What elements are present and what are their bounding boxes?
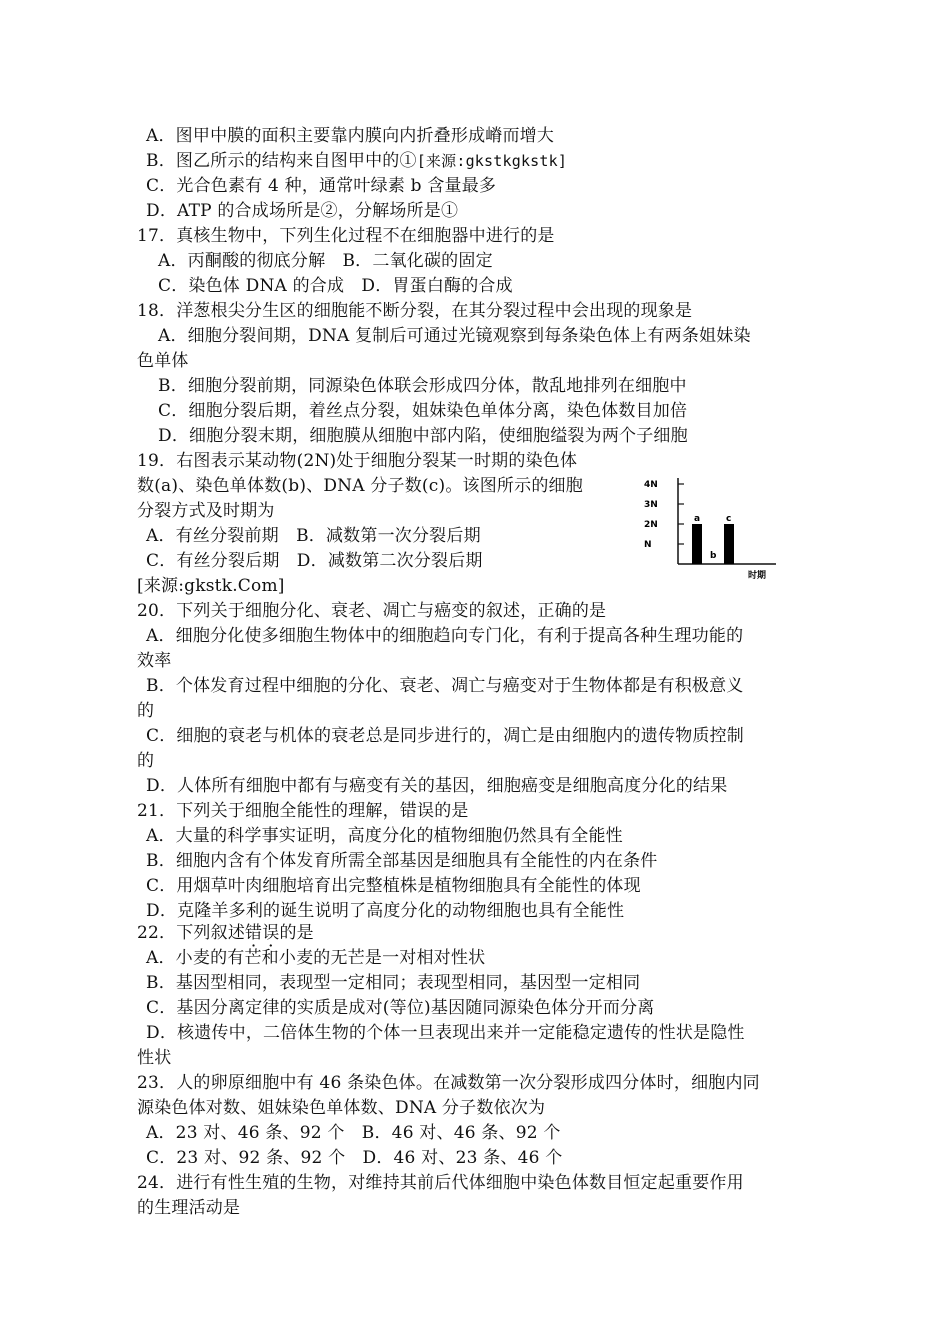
q17-stem: 17．真核生物中，下列生化过程不在细胞器中进行的是 [137,226,555,246]
q21-option-b: B．细胞内含有个体发育所需全部基因是细胞具有全能性的内在条件 [146,851,658,871]
q17-options-cd: C．染色体 DNA 的合成 D．胃蛋白酶的合成 [158,276,513,296]
q23-options-cd: C．23 对、92 条、92 个 D．46 对、23 条、46 个 [146,1148,563,1168]
q18-option-a-line2: 色单体 [137,351,189,371]
q18-stem: 18．洋葱根尖分生区的细胞能不断分裂，在其分裂过程中会出现的现象是 [137,301,693,321]
q20-option-b-line2: 的 [137,701,155,721]
q22-stem [137,921,314,945]
q23-options-ab: A．23 对、46 条、92 个 B．46 对、46 条、92 个 [146,1123,561,1143]
q16-option-d: D．ATP 的合成场所是②，分解场所是① [146,201,459,221]
q22-option-d-line2: 性状 [137,1048,172,1068]
q21-option-c: C．用烟草叶肉细胞培育出完整植株是植物细胞具有全能性的体现 [146,876,641,896]
q20-option-a-line2: 效率 [137,651,172,671]
q22-stem-suffix: 的是 [279,923,314,943]
q18-option-d: D．细胞分裂末期，细胞膜从细胞中部内陷，使细胞缢裂为两个子细胞 [158,426,688,446]
q17-options-ab: A．丙酮酸的彻底分解 B．二氧化碳的固定 [158,251,493,271]
q22-emphasis-2: 误 [262,923,280,943]
q22-emphasis-1: 错 [245,923,263,943]
q21-option-d: D．克隆羊多利的诞生说明了高度分化的动物细胞也具有全能性 [146,901,625,921]
q22-option-b: B．基因型相同，表现型一定相同；表现型相同，基因型一定相同 [146,973,641,993]
q19-stem-line2: 数(a)、染色单体数(b)、DNA 分子数(c)。该图所示的细胞 [137,476,583,496]
chart-bar-label-a: a [694,514,701,524]
q19-options-ab: A．有丝分裂前期 B．减数第一次分裂后期 [146,526,481,546]
q19-options-cd: C．有丝分裂后期 D．减数第二次分裂后期 [146,551,483,571]
q19-source-note: [来源:gkstk.Com] [137,576,285,596]
chart-bar-label-c: c [726,514,732,524]
q20-option-d: D．人体所有细胞中都有与癌变有关的基因，细胞癌变是细胞高度分化的结果 [146,776,728,796]
q23-stem-line1: 23．人的卵原细胞中有 46 条染色体。在减数第一次分裂形成四分体时，细胞内同 [137,1073,760,1093]
q22-option-d-line1: D．核遗传中，二倍体生物的个体一旦表现出来并一定能稳定遗传的性状是隐性 [146,1023,745,1043]
q20-option-c-line2: 的 [137,751,155,771]
q16-source-note: [来源:gkstkgkstk] [416,152,568,170]
q22-stem-prefix: 22．下列叙述 [137,923,246,943]
chart-bar-a [692,524,702,564]
q23-stem-line2: 源染色体对数、姐妹染色单体数、DNA 分子数依次为 [137,1098,546,1118]
q16-option-c: C．光合色素有 4 种，通常叶绿素 b 含量最多 [146,176,497,196]
q22-option-a: A．小麦的有芒和小麦的无芒是一对相对性状 [146,948,486,968]
chart-y-tick-label: 3N [644,500,658,510]
q16-option-b [146,149,567,173]
chart-bar-label-b: b [710,551,717,561]
q16-option-b-text: B．图乙所示的结构来自图甲中的① [146,151,417,171]
q20-option-a-line1: A．细胞分化使多细胞生物体中的细胞趋向专门化，有利于提高各种生理功能的 [146,626,744,646]
chart-y-tick-label: N [644,540,652,550]
chart-x-label: 时期 [748,571,767,581]
q19-stem-line1: 19．右图表示某动物(2N)处于细胞分裂某一时期的染色体 [137,451,578,471]
q21-stem: 21．下列关于细胞全能性的理解，错误的是 [137,801,469,821]
q21-option-a: A．大量的科学事实证明，高度分化的植物细胞仍然具有全能性 [146,826,623,846]
q20-stem: 20．下列关于细胞分化、衰老、凋亡与癌变的叙述，正确的是 [137,601,607,621]
q24-stem-line1: 24．进行有性生殖的生物，对维持其前后代体细胞中染色体数目恒定起重要作用 [137,1173,744,1193]
q22-option-c: C．基因分离定律的实质是成对(等位)基因随同源染色体分开而分离 [146,998,655,1018]
chart-bar-c [724,524,734,564]
chart-y-tick-label: 4N [644,480,658,490]
q16-option-a: A．图甲中膜的面积主要靠内膜向内折叠形成嵴而增大 [146,126,555,146]
q19-bar-chart [636,470,786,585]
q19-stem-line3: 分裂方式及时期为 [137,501,275,521]
chart-y-tick-label: 2N [644,520,658,530]
q18-option-a-line1: A．细胞分裂间期，DNA 复制后可通过光镜观察到每条染色体上有两条姐妹染 [158,326,751,346]
q24-stem-line2: 的生理活动是 [137,1198,241,1218]
q20-option-c-line1: C．细胞的衰老与机体的衰老总是同步进行的，凋亡是由细胞内的遗传物质控制 [146,726,745,746]
q18-option-c: C．细胞分裂后期，着丝点分裂，姐妹染色单体分离，染色体数目加倍 [158,401,688,421]
q20-option-b-line1: B．个体发育过程中细胞的分化、衰老、凋亡与癌变对于生物体都是有积极意义 [146,676,744,696]
q18-option-b: B．细胞分裂前期，同源染色体联会形成四分体，散乱地排列在细胞中 [158,376,687,396]
